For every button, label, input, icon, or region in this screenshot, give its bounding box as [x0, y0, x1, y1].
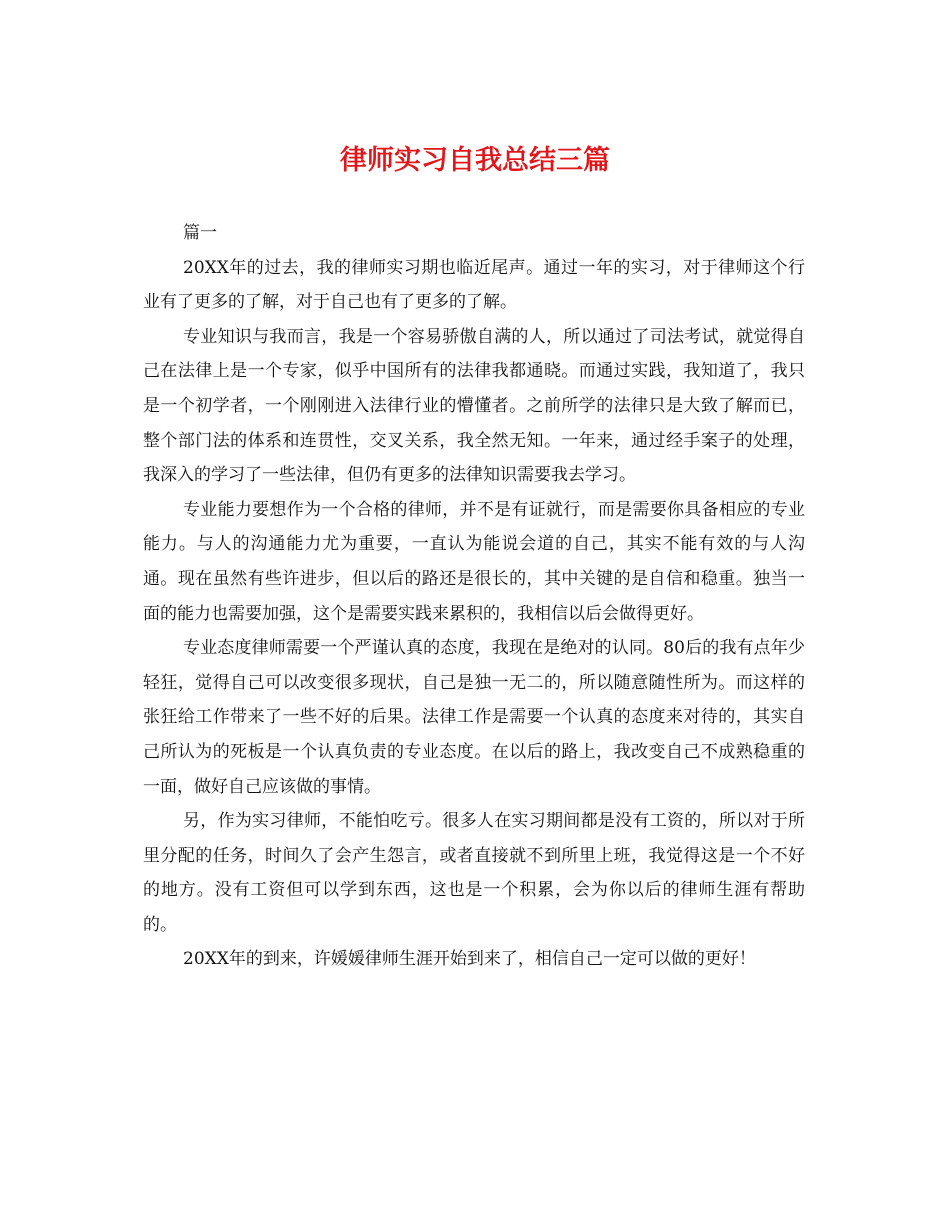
document-body [143, 216, 805, 977]
paragraph-intro: 20XX年的过去，我的律师实习期也临近尾声。通过一年的实习，对于律师这个行业有了更多的了解，对于自己也有了更多的了解。 [143, 257, 805, 313]
paragraph-conclusion: 20XX年的到来，许媛媛律师生涯开始到来了，相信自己一定可以做的更好！ [183, 949, 756, 970]
document-title: 律师实习自我总结三篇 [340, 145, 610, 176]
paragraph-professional-ability: 专业能力要想作为一个合格的律师，并不是有证就行，而是需要你具备相应的专业能力。与人的沟通能力尤为重要，一直认为能说会道的自己，其实不能有效的与人沟通。现在虽然有些许进步，但以后的路还是很长的，其中关键的是自信和稳重。独当一面的能力也需要加强，这个是需要实践来累积的，我相信以后会做得更好。 [143, 499, 805, 624]
paragraph-professional-attitude: 专业态度律师需要一个严谨认真的态度，我现在是绝对的认同。80后的我有点年少轻狂，觉得自己可以改变很多现状，自己是独一无二的，所以随意随性所为。而这样的张狂给工作带来了一些不好的后果。法律工作是需要一个认真的态度来对待的，其实自己所认为的死板是一个认真负责的专业态度。在以后的路上，我改变自己不成熟稳重的一面，做好自己应该做的事情。 [143, 638, 805, 797]
paragraph-no-fear-of-loss: 另，作为实习律师，不能怕吃亏。很多人在实习期间都是没有工资的，所以对于所里分配的任务，时间久了会产生怨言，或者直接就不到所里上班，我觉得这是一个不好的地方。没有工资但可以学到东西，这也是一个积累，会为你以后的律师生涯有帮助的。 [143, 811, 805, 935]
paragraph-professional-knowledge: 专业知识与我而言，我是一个容易骄傲自满的人，所以通过了司法考试，就觉得自己在法律上是一个专家，似乎中国所有的法律我都通晓。而通过实践，我知道了，我只是一个初学者，一个刚刚进入法律行业的懵懂者。之前所学的法律只是大致了解而已，整个部门法的体系和连贯性，交叉关系，我全然无知。一年来，通过经手案子的处理，我深入的学习了一些法律，但仍有更多的法律知识需要我去学习。 [143, 326, 805, 486]
paragraph-section-heading: 篇一 [183, 223, 217, 243]
